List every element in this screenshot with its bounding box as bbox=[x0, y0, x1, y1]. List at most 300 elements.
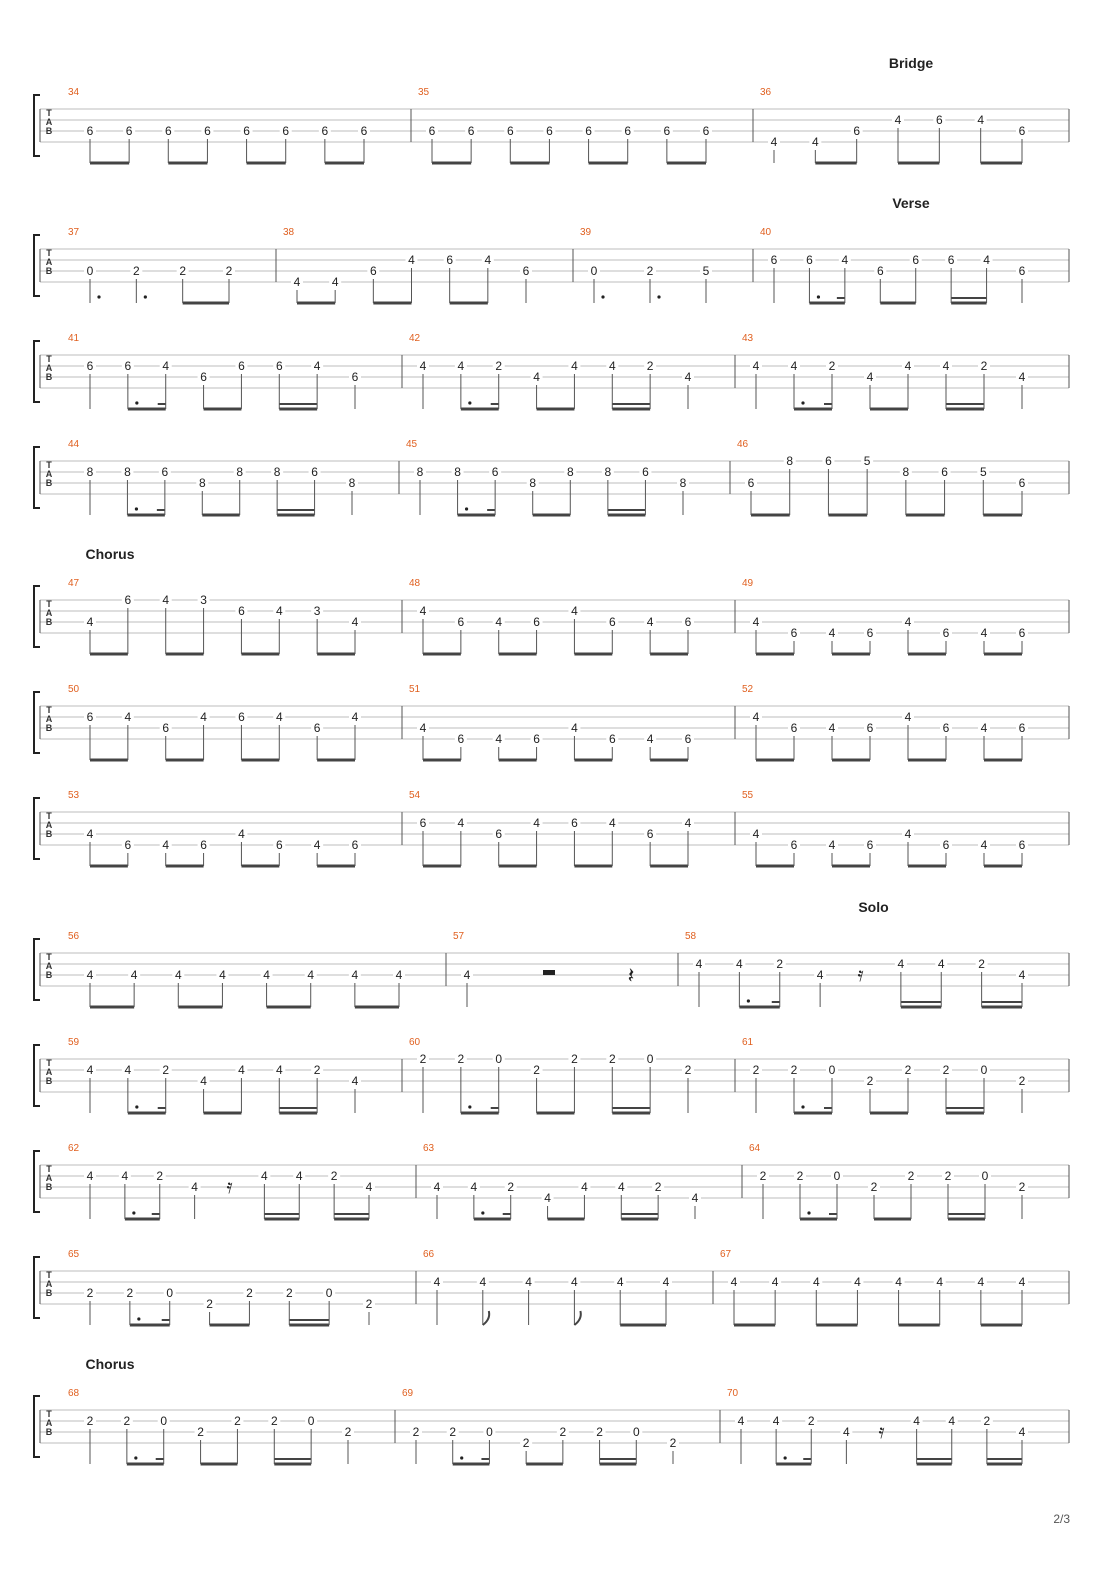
fret-number: 4 bbox=[295, 1169, 303, 1183]
fret-number: 2 bbox=[571, 1052, 578, 1066]
tab-clef-letter: B bbox=[45, 372, 53, 382]
measure-number: 59 bbox=[68, 1037, 80, 1048]
fret-number: 6 bbox=[866, 721, 874, 735]
fret-number: 4 bbox=[351, 968, 359, 982]
fret-number: 2 bbox=[646, 264, 654, 278]
fret-number: 8 bbox=[416, 465, 424, 479]
fret-number: 4 bbox=[828, 721, 836, 735]
fret-number: 4 bbox=[238, 827, 245, 841]
tab-clef-letter: T bbox=[46, 1409, 52, 1419]
fret-number: 4 bbox=[275, 1063, 283, 1077]
fret-number: 4 bbox=[948, 1414, 956, 1428]
fret-number: 8 bbox=[198, 476, 206, 490]
fret-number: 4 bbox=[904, 359, 912, 373]
tab-clef-letter: T bbox=[46, 1058, 52, 1068]
fret-number: 2 bbox=[412, 1425, 420, 1439]
fret-number: 6 bbox=[571, 816, 578, 830]
measure-number: 45 bbox=[406, 439, 418, 450]
fret-number: 6 bbox=[124, 359, 132, 373]
fret-number: 6 bbox=[86, 359, 94, 373]
fret-number: 6 bbox=[495, 827, 503, 841]
half-rest bbox=[543, 970, 555, 975]
fret-number: 4 bbox=[313, 838, 321, 852]
sixteenth-rest: 𝄿 bbox=[226, 1176, 233, 1198]
fret-number: 6 bbox=[866, 838, 874, 852]
fret-number: 8 bbox=[566, 465, 574, 479]
fret-number: 0 bbox=[307, 1414, 315, 1428]
tab-clef-letter: B bbox=[45, 478, 53, 488]
fret-number: 6 bbox=[238, 359, 245, 373]
system-bracket bbox=[34, 692, 40, 753]
fret-number: 4 bbox=[200, 710, 207, 724]
fret-number: 4 bbox=[646, 615, 654, 629]
dot bbox=[460, 1456, 463, 1459]
fret-number: 6 bbox=[1018, 626, 1026, 640]
tab-clef-letter: T bbox=[46, 1164, 52, 1174]
fret-number: 6 bbox=[770, 253, 778, 267]
fret-number: 4 bbox=[293, 275, 301, 289]
measure-number: 51 bbox=[409, 684, 421, 695]
fret-number: 6 bbox=[942, 626, 950, 640]
fret-number: 4 bbox=[730, 1275, 738, 1289]
fret-number: 5 bbox=[979, 465, 987, 479]
fret-number: 6 bbox=[684, 615, 692, 629]
fret-number: 6 bbox=[200, 370, 207, 384]
fret-number: 2 bbox=[365, 1297, 373, 1311]
system-bracket bbox=[34, 95, 40, 156]
tab-clef-letter: A bbox=[45, 117, 53, 127]
fret-number: 4 bbox=[904, 615, 912, 629]
system-bracket bbox=[34, 798, 40, 859]
fret-number: 8 bbox=[679, 476, 687, 490]
fret-number: 4 bbox=[1018, 1425, 1026, 1439]
tab-clef-letter: B bbox=[45, 1427, 53, 1437]
fret-number: 4 bbox=[811, 135, 819, 149]
fret-number: 4 bbox=[533, 370, 540, 384]
fret-number: 6 bbox=[684, 732, 692, 746]
dot bbox=[144, 295, 147, 298]
measure-number: 60 bbox=[409, 1037, 421, 1048]
section-label: Bridge bbox=[888, 55, 934, 71]
measure-number: 66 bbox=[423, 1249, 435, 1260]
system-bracket bbox=[34, 447, 40, 508]
fret-number: 6 bbox=[86, 710, 94, 724]
fret-number: 4 bbox=[841, 253, 849, 267]
fret-number: 4 bbox=[983, 253, 990, 267]
fret-number: 6 bbox=[1018, 838, 1026, 852]
measure-number: 39 bbox=[580, 227, 592, 238]
quarter-rest: 𝄽 bbox=[627, 963, 635, 988]
measure-number: 47 bbox=[68, 578, 80, 589]
tab-clef-letter: A bbox=[45, 820, 53, 830]
fret-number: 2 bbox=[1018, 1074, 1026, 1088]
fret-number: 4 bbox=[1018, 968, 1026, 982]
fret-number: 0 bbox=[486, 1425, 493, 1439]
section-label: Solo bbox=[858, 899, 889, 915]
fret-number: 6 bbox=[200, 838, 207, 852]
dot bbox=[97, 295, 100, 298]
section-label: Chorus bbox=[85, 546, 135, 562]
fret-number: 4 bbox=[124, 1063, 132, 1077]
fret-number: 0 bbox=[86, 264, 94, 278]
tab-clef-letter: T bbox=[46, 705, 52, 715]
fret-number: 6 bbox=[124, 838, 132, 852]
fret-number: 4 bbox=[752, 615, 760, 629]
fret-number: 2 bbox=[533, 1063, 540, 1077]
fret-number: 4 bbox=[752, 827, 760, 841]
fret-number: 2 bbox=[684, 1063, 692, 1077]
fret-number: 4 bbox=[608, 359, 616, 373]
fret-number: 4 bbox=[752, 710, 760, 724]
fret-number: 2 bbox=[234, 1414, 241, 1428]
fret-number: 6 bbox=[457, 615, 465, 629]
eighth-flag bbox=[574, 1311, 580, 1325]
fret-number: 4 bbox=[571, 1275, 578, 1289]
dot bbox=[134, 1456, 137, 1459]
tab-clef-letter: T bbox=[46, 354, 52, 364]
fret-number: 4 bbox=[433, 1275, 441, 1289]
fret-number: 6 bbox=[947, 253, 955, 267]
fret-number: 5 bbox=[702, 264, 710, 278]
fret-number: 4 bbox=[646, 732, 654, 746]
page-number: 2/3 bbox=[1053, 1512, 1070, 1526]
fret-number: 4 bbox=[124, 710, 132, 724]
fret-number: 4 bbox=[695, 957, 703, 971]
fret-number: 6 bbox=[790, 838, 798, 852]
fret-number: 6 bbox=[351, 370, 359, 384]
fret-number: 4 bbox=[130, 968, 138, 982]
fret-number: 4 bbox=[275, 710, 283, 724]
fret-number: 4 bbox=[980, 626, 988, 640]
fret-number: 2 bbox=[179, 264, 187, 278]
fret-number: 6 bbox=[491, 465, 499, 479]
fret-number: 2 bbox=[980, 359, 988, 373]
fret-number: 2 bbox=[495, 359, 503, 373]
fret-number: 4 bbox=[770, 135, 778, 149]
fret-number: 6 bbox=[663, 124, 671, 138]
fret-number: 6 bbox=[522, 264, 530, 278]
tab-clef-letter: T bbox=[46, 1270, 52, 1280]
fret-number: 2 bbox=[449, 1425, 457, 1439]
fret-number: 6 bbox=[238, 710, 245, 724]
fret-number: 4 bbox=[684, 816, 692, 830]
measure-number: 70 bbox=[727, 1388, 739, 1399]
fret-number: 0 bbox=[833, 1169, 841, 1183]
fret-number: 6 bbox=[428, 124, 436, 138]
fret-number: 6 bbox=[125, 124, 133, 138]
tab-clef-letter: T bbox=[46, 599, 52, 609]
fret-number: 6 bbox=[467, 124, 475, 138]
measure-number: 69 bbox=[402, 1388, 414, 1399]
dot bbox=[465, 507, 468, 510]
fret-number: 2 bbox=[507, 1180, 515, 1194]
fret-number: 6 bbox=[313, 721, 321, 735]
fret-number: 4 bbox=[617, 1180, 625, 1194]
fret-number: 6 bbox=[275, 359, 283, 373]
fret-number: 2 bbox=[866, 1074, 874, 1088]
fret-number: 4 bbox=[736, 957, 743, 971]
fret-number: 2 bbox=[796, 1169, 804, 1183]
system-bracket bbox=[34, 939, 40, 1000]
dot bbox=[468, 1105, 471, 1108]
fret-number: 4 bbox=[772, 1414, 780, 1428]
fret-number: 4 bbox=[790, 359, 798, 373]
fret-number: 8 bbox=[604, 465, 612, 479]
fret-number: 2 bbox=[285, 1286, 293, 1300]
fret-number: 6 bbox=[1018, 264, 1026, 278]
fret-number: 4 bbox=[470, 1180, 478, 1194]
fret-number: 2 bbox=[904, 1063, 912, 1077]
fret-number: 4 bbox=[495, 732, 503, 746]
fret-number: 4 bbox=[86, 827, 94, 841]
fret-number: 4 bbox=[616, 1275, 624, 1289]
dot bbox=[132, 1211, 135, 1214]
tab-clef-letter: B bbox=[45, 1076, 53, 1086]
dot bbox=[747, 999, 750, 1002]
dot bbox=[135, 1105, 138, 1108]
fret-number: 4 bbox=[937, 957, 945, 971]
fret-number: 2 bbox=[270, 1414, 278, 1428]
fret-number: 6 bbox=[642, 465, 649, 479]
fret-number: 8 bbox=[529, 476, 537, 490]
dot bbox=[481, 1211, 484, 1214]
dot bbox=[657, 295, 660, 298]
fret-number: 6 bbox=[608, 615, 616, 629]
fret-number: 4 bbox=[121, 1169, 129, 1183]
fret-number: 4 bbox=[684, 370, 692, 384]
fret-number: 2 bbox=[669, 1436, 677, 1450]
measure-number: 50 bbox=[68, 684, 80, 695]
dot bbox=[801, 1105, 804, 1108]
fret-number: 4 bbox=[408, 253, 415, 267]
tab-clef-letter: A bbox=[45, 469, 53, 479]
fret-number: 4 bbox=[894, 113, 902, 127]
fret-number: 6 bbox=[825, 454, 832, 468]
fret-number: 4 bbox=[533, 816, 540, 830]
fret-number: 4 bbox=[86, 968, 94, 982]
fret-number: 4 bbox=[942, 359, 950, 373]
fret-number: 2 bbox=[752, 1063, 760, 1077]
measure-number: 65 bbox=[68, 1249, 80, 1260]
fret-number: 4 bbox=[495, 615, 503, 629]
fret-number: 6 bbox=[238, 604, 245, 618]
measure-number: 35 bbox=[418, 87, 430, 98]
fret-number: 4 bbox=[737, 1414, 745, 1428]
fret-number: 6 bbox=[351, 838, 359, 852]
fret-number: 4 bbox=[191, 1180, 198, 1194]
fret-number: 4 bbox=[904, 710, 912, 724]
fret-number: 6 bbox=[164, 124, 172, 138]
dot bbox=[784, 1456, 787, 1459]
tab-clef-letter: T bbox=[46, 811, 52, 821]
fret-number: 4 bbox=[897, 957, 905, 971]
fret-number: 2 bbox=[983, 1414, 991, 1428]
fret-number: 8 bbox=[348, 476, 356, 490]
fret-number: 6 bbox=[624, 124, 632, 138]
eighth-flag bbox=[483, 1311, 489, 1325]
measure-number: 67 bbox=[720, 1249, 732, 1260]
fret-number: 2 bbox=[654, 1180, 662, 1194]
fret-number: 2 bbox=[162, 1063, 170, 1077]
tab-clef-letter: B bbox=[45, 970, 53, 980]
measure-number: 37 bbox=[68, 227, 80, 238]
dot bbox=[135, 401, 138, 404]
measure-number: 64 bbox=[749, 1143, 761, 1154]
fret-number: 4 bbox=[331, 275, 339, 289]
fret-number: 4 bbox=[854, 1275, 861, 1289]
fret-number: 4 bbox=[980, 838, 988, 852]
tab-clef-letter: A bbox=[45, 257, 53, 267]
fret-number: 4 bbox=[571, 604, 578, 618]
fret-number: 6 bbox=[546, 124, 553, 138]
fret-number: 6 bbox=[1018, 476, 1026, 490]
dot bbox=[807, 1211, 810, 1214]
measure-number: 36 bbox=[760, 87, 772, 98]
fret-number: 4 bbox=[219, 968, 226, 982]
fret-number: 6 bbox=[790, 721, 798, 735]
fret-number: 0 bbox=[646, 1052, 654, 1066]
measure-number: 55 bbox=[742, 790, 754, 801]
measure-number: 63 bbox=[423, 1143, 435, 1154]
system-bracket bbox=[34, 235, 40, 296]
fret-number: 2 bbox=[608, 1052, 616, 1066]
fret-number: 4 bbox=[479, 1275, 487, 1289]
fret-number: 2 bbox=[225, 264, 233, 278]
fret-number: 4 bbox=[581, 1180, 588, 1194]
fret-number: 4 bbox=[608, 816, 616, 830]
system-bracket bbox=[34, 1151, 40, 1212]
system-bracket bbox=[34, 1396, 40, 1457]
section-label: Verse bbox=[892, 195, 930, 211]
fret-number: 4 bbox=[895, 1275, 902, 1289]
fret-number: 2 bbox=[123, 1414, 131, 1428]
fret-number: 2 bbox=[559, 1425, 567, 1439]
fret-number: 0 bbox=[325, 1286, 333, 1300]
dot bbox=[468, 401, 471, 404]
fret-number: 2 bbox=[86, 1286, 94, 1300]
sixteenth-rest: 𝄿 bbox=[857, 964, 864, 986]
fret-number: 4 bbox=[261, 1169, 268, 1183]
tab-clef-letter: A bbox=[45, 608, 53, 618]
fret-number: 4 bbox=[457, 816, 465, 830]
fret-number: 4 bbox=[86, 1169, 94, 1183]
fret-number: 4 bbox=[980, 721, 988, 735]
fret-number: 4 bbox=[419, 604, 427, 618]
fret-number: 6 bbox=[646, 827, 654, 841]
measure-number: 68 bbox=[68, 1388, 80, 1399]
fret-number: 6 bbox=[876, 264, 884, 278]
measure-number: 38 bbox=[283, 227, 295, 238]
fret-number: 6 bbox=[446, 253, 454, 267]
fret-number: 4 bbox=[263, 968, 270, 982]
tab-clef-letter: A bbox=[45, 1279, 53, 1289]
fret-number: 4 bbox=[200, 1074, 207, 1088]
fret-number: 5 bbox=[863, 454, 871, 468]
fret-number: 4 bbox=[86, 615, 94, 629]
fret-number: 4 bbox=[463, 968, 471, 982]
fret-number: 2 bbox=[759, 1169, 767, 1183]
measure-number: 53 bbox=[68, 790, 80, 801]
fret-number: 6 bbox=[608, 732, 616, 746]
dot bbox=[135, 507, 138, 510]
fret-number: 0 bbox=[160, 1414, 168, 1428]
fret-number: 6 bbox=[457, 732, 465, 746]
fret-number: 4 bbox=[162, 593, 170, 607]
fret-number: 4 bbox=[275, 604, 283, 618]
fret-number: 6 bbox=[162, 721, 170, 735]
measure-number: 48 bbox=[409, 578, 421, 589]
fret-number: 0 bbox=[981, 1169, 989, 1183]
fret-number: 4 bbox=[812, 1275, 820, 1289]
fret-number: 4 bbox=[828, 838, 836, 852]
fret-number: 6 bbox=[1018, 124, 1026, 138]
fret-number: 4 bbox=[86, 1063, 94, 1077]
fret-number: 8 bbox=[902, 465, 910, 479]
measure-number: 62 bbox=[68, 1143, 80, 1154]
fret-number: 6 bbox=[161, 465, 169, 479]
fret-number: 2 bbox=[828, 359, 836, 373]
fret-number: 3 bbox=[200, 593, 207, 607]
fret-number: 4 bbox=[1018, 370, 1026, 384]
fret-number: 6 bbox=[533, 615, 540, 629]
fret-number: 2 bbox=[870, 1180, 878, 1194]
measure-number: 46 bbox=[737, 439, 749, 450]
tab-clef-letter: T bbox=[46, 108, 52, 118]
tab-clef-letter: B bbox=[45, 126, 53, 136]
fret-number: 2 bbox=[344, 1425, 352, 1439]
fret-number: 8 bbox=[454, 465, 461, 479]
measure-number: 44 bbox=[68, 439, 80, 450]
fret-number: 4 bbox=[752, 359, 760, 373]
fret-number: 6 bbox=[747, 476, 755, 490]
fret-number: 4 bbox=[936, 1275, 944, 1289]
fret-number: 2 bbox=[457, 1052, 465, 1066]
fret-number: 4 bbox=[691, 1191, 699, 1205]
fret-number: 2 bbox=[330, 1169, 338, 1183]
dot bbox=[801, 401, 804, 404]
fret-number: 6 bbox=[275, 838, 283, 852]
fret-number: 4 bbox=[174, 968, 182, 982]
fret-number: 2 bbox=[646, 359, 654, 373]
fret-number: 6 bbox=[942, 721, 950, 735]
measure-number: 52 bbox=[742, 684, 754, 695]
fret-number: 6 bbox=[935, 113, 943, 127]
fret-number: 6 bbox=[243, 124, 250, 138]
fret-number: 8 bbox=[786, 454, 794, 468]
fret-number: 4 bbox=[351, 1074, 359, 1088]
fret-number: 0 bbox=[495, 1052, 503, 1066]
fret-number: 0 bbox=[828, 1063, 836, 1077]
fret-number: 2 bbox=[126, 1286, 134, 1300]
fret-number: 4 bbox=[457, 359, 465, 373]
dot bbox=[601, 295, 604, 298]
tab-clef-letter: A bbox=[45, 1418, 53, 1428]
fret-number: 2 bbox=[419, 1052, 427, 1066]
fret-number: 8 bbox=[86, 465, 94, 479]
fret-number: 2 bbox=[790, 1063, 798, 1077]
fret-number: 4 bbox=[904, 827, 912, 841]
fret-number: 2 bbox=[596, 1425, 603, 1439]
tab-clef-letter: A bbox=[45, 714, 53, 724]
measure-number: 40 bbox=[760, 227, 772, 238]
tab-clef-letter: T bbox=[46, 460, 52, 470]
tab-clef-letter: A bbox=[45, 1173, 53, 1183]
fret-number: 6 bbox=[912, 253, 920, 267]
fret-number: 2 bbox=[944, 1169, 952, 1183]
fret-number: 4 bbox=[395, 968, 403, 982]
fret-number: 4 bbox=[433, 1180, 441, 1194]
fret-number: 6 bbox=[853, 124, 861, 138]
